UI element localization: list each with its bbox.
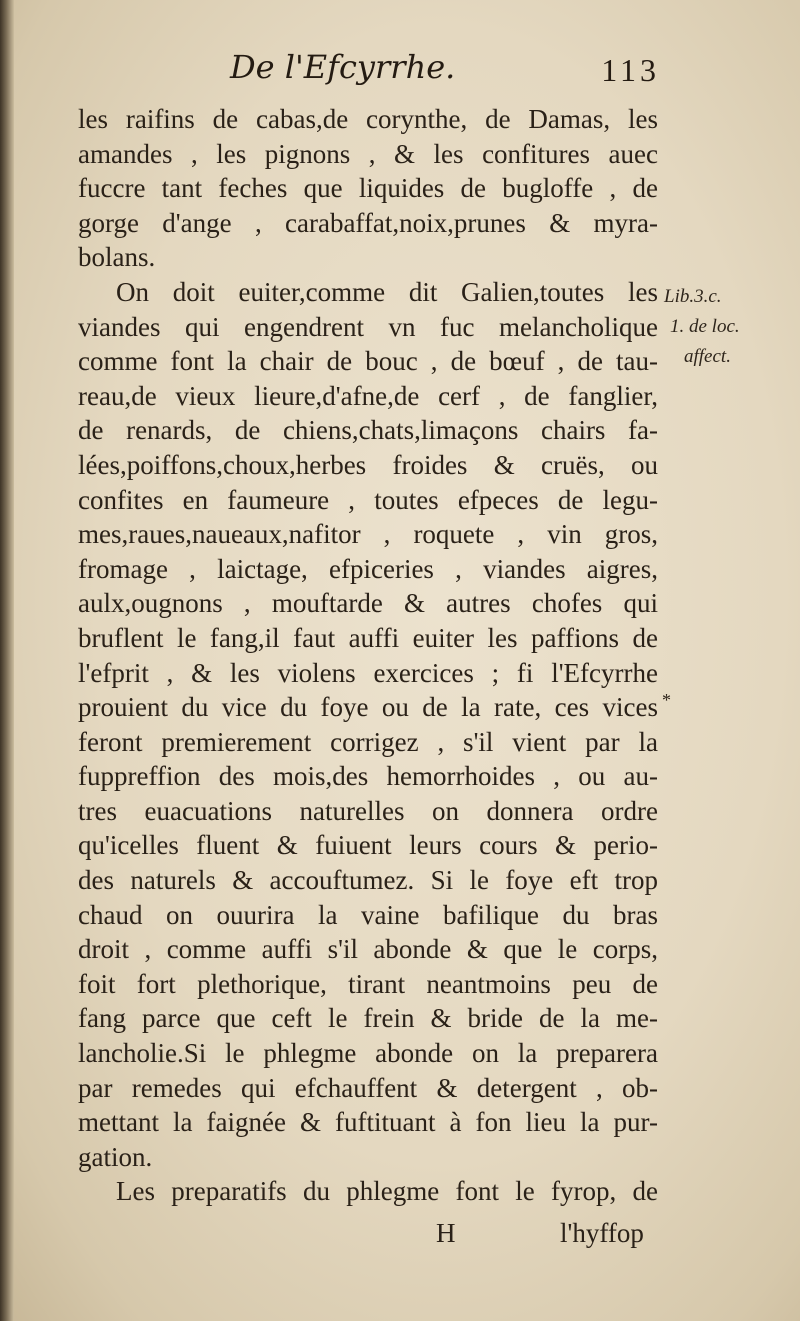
- text-line: prouient du vice du foye ou de la rate, ces vices: [78, 692, 658, 723]
- text-line: fuccre tant feches que liquides de bugloffe , de: [78, 173, 658, 204]
- text-line: aulx,ougnons , mouftarde & autres chofes qui: [78, 588, 658, 619]
- catchword: l'hyffop: [560, 1218, 644, 1248]
- text-line: fromage , laictage, efpiceries , viandes aigres,: [78, 553, 658, 584]
- text-line: confites en faumeure , toutes efpeces de legu-: [78, 484, 658, 515]
- text-line: droit , comme auffi s'il abonde & que le corps,: [78, 934, 658, 965]
- margin-asterisk: *: [662, 690, 671, 710]
- text-line: Les preparatifs du phlegme font le fyrop, de: [116, 1176, 658, 1207]
- page-header: [230, 48, 660, 98]
- text-line: feront premierement corrigez , s'il vient par la: [78, 726, 658, 757]
- body-text: [78, 102, 658, 1209]
- text-line: gorge d'ange , carabaffat,noix,prunes & myra-: [78, 207, 658, 238]
- book-spine-shadow: [0, 0, 14, 1321]
- text-line: On doit euiter,comme dit Galien,toutes les: [116, 276, 658, 307]
- margin-note: Lib.3.c.: [664, 286, 722, 307]
- text-line: fuppreffion des mois,des hemorrhoides , ou au-: [78, 761, 658, 792]
- text-line: mes,raues,naueaux,nafitor , roquete , vin gros,: [78, 519, 658, 550]
- text-line: bolans.: [78, 242, 156, 273]
- text-line: reau,de vieux lieure,d'afne,de cerf , de fanglier,: [78, 380, 658, 411]
- text-line: qu'icelles fluent & fuiuent leurs cours & perio-: [78, 830, 658, 861]
- text-line: tres euacuations naturelles on donnera ordre: [78, 795, 658, 826]
- page-number: 113: [601, 52, 660, 88]
- text-line: comme font la chair de bouc , de bœuf , de tau-: [78, 346, 658, 377]
- text-line: chaud on ouurira la vaine bafilique du bras: [78, 899, 658, 930]
- text-line: bruflent le fang,il faut auffi euiter les paffions de: [78, 622, 658, 653]
- text-line: fang parce que ceft le frein & bride de la me-: [78, 1003, 658, 1034]
- text-line: par remedes qui efchauffent & detergent , ob-: [78, 1072, 658, 1103]
- text-line: l'efprit , & les violens exercices ; fi l'Efcyrrhe: [78, 657, 658, 688]
- text-line: des naturels & accouftumez. Si le foye eft trop: [78, 865, 658, 896]
- margin-notes: [664, 282, 784, 372]
- text-line: viandes qui engendrent vn fuc melancholique: [78, 311, 658, 342]
- text-line: amandes , les pignons , & les confitures auec: [78, 138, 658, 169]
- margin-note: 1. de loc.: [670, 316, 740, 337]
- text-line: foit fort plethorique, tirant neantmoins peu de: [78, 968, 658, 999]
- text-line: les raifins de cabas,de corynthe, de Damas, les: [78, 104, 658, 134]
- text-line: mettant la faignée & fuftituant à fon lieu la pur-: [78, 1107, 658, 1138]
- text-line: de renards, de chiens,chats,limaçons chairs fa-: [78, 415, 658, 446]
- margin-note: affect.: [684, 346, 731, 367]
- running-title: De l'Efcyrrhe.: [230, 48, 456, 86]
- text-line: gation.: [78, 1141, 153, 1172]
- text-line: lées,poiffons,choux,herbes froides & cruës, ou: [78, 449, 658, 480]
- signature-mark: H: [436, 1218, 456, 1248]
- text-line: lancholie.Si le phlegme abonde on la preparera: [78, 1038, 658, 1069]
